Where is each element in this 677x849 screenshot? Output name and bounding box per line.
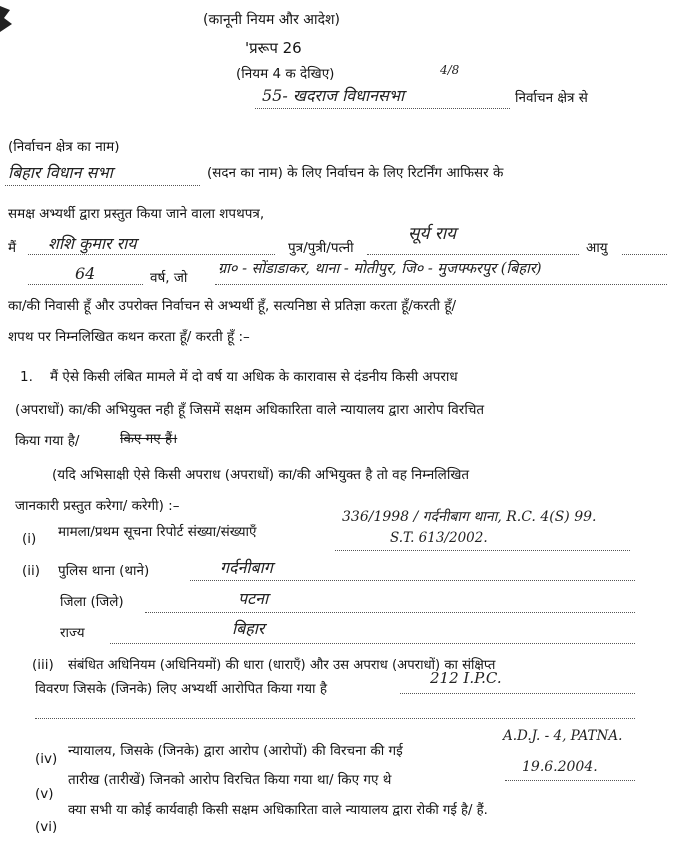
age-label: आयु bbox=[586, 240, 608, 256]
oath-line: शपथ पर निम्नलिखित कथन करता हूँ/ करती हूँ :– bbox=[8, 329, 250, 345]
item-i-number: (i) bbox=[22, 531, 37, 547]
page-mark: 4/8 bbox=[440, 63, 460, 77]
state-label: राज्य bbox=[60, 625, 85, 641]
sections-dotted-line bbox=[400, 693, 635, 694]
affidavit-line: समक्ष अभ्यर्थी द्वारा प्रस्तुत किया जाने वाला शपथपत्र, bbox=[8, 206, 265, 222]
state-dotted-line bbox=[110, 643, 635, 644]
item-1-struck-text: किए गए हैं। bbox=[120, 431, 178, 447]
address-value: ग्रा० - सोंडाडाकर, थाना - मोतीपुर, जि० - मुजफ्फरपुर (बिहार) bbox=[218, 261, 542, 277]
rule-reference: (नियम 4 क देखिए) bbox=[236, 66, 335, 82]
date-framed-value: 19.6.2004. bbox=[522, 759, 598, 775]
sections-value: 212 I.P.C. bbox=[430, 669, 502, 687]
address-dotted-line bbox=[215, 284, 667, 285]
case-number-dotted-line bbox=[335, 550, 630, 551]
constituency-label: (निर्वाचन क्षेत्र का नाम) bbox=[8, 139, 120, 155]
house-suffix: (सदन का नाम) के लिए निर्वाचन के लिए रिटर्निंग आफिसर के bbox=[207, 165, 504, 181]
form-number: 'प्ररूप 26 bbox=[245, 39, 302, 57]
district-label: जिला (जिले) bbox=[60, 594, 124, 610]
item-iii-line-1: संबंधित अधिनियम (अधिनियमों) की धारा (धाराएँ) और उस अपराध (अपराधों) का संक्षिप्त bbox=[68, 658, 496, 673]
item-iv-label: न्यायालय, जिसके (जिनके) द्वारा आरोप (आरोपों) की विरचना की गई bbox=[68, 743, 403, 759]
item-iv-number: (iv) bbox=[35, 751, 58, 767]
main-label: मैं bbox=[8, 240, 17, 256]
item-v-label: तारीख (तारीखें) जिनको आरोप विरचित किया गया था/ किए गए थे bbox=[68, 772, 392, 788]
age-dotted-line bbox=[28, 284, 143, 285]
deponent-name-dotted-line bbox=[28, 254, 275, 255]
item-vi-number: (vi) bbox=[35, 819, 58, 835]
form-legal-heading: (कानूनी नियम और आदेश) bbox=[203, 12, 341, 28]
case-number-value-line-1: 336/1998 / गर्दनीबाग थाना, R.C. 4(S) 99. bbox=[342, 509, 597, 525]
resident-line: का/की निवासी हूँ और उपरोक्त निर्वाचन से अभ्यर्थी हूँ, सत्यनिष्ठा से प्रतिज्ञा करता हूँ/करती हूँ/ bbox=[8, 298, 457, 314]
police-station-dotted-line bbox=[190, 580, 635, 581]
years-resident-label: वर्ष, जो bbox=[150, 270, 188, 286]
district-dotted-line bbox=[145, 612, 635, 613]
house-dotted-line bbox=[5, 185, 200, 186]
constituency-suffix: निर्वाचन क्षेत्र से bbox=[515, 90, 588, 106]
item-1-number: 1. bbox=[20, 369, 33, 385]
constituency-dotted-line bbox=[255, 108, 510, 109]
conditional-line-1: (यदि अभिसाक्षी ऐसे किसी अपराध (अपराधों) का/की अभियुक्त है तो वह निम्नलिखित bbox=[52, 467, 470, 483]
item-ii-number: (ii) bbox=[22, 563, 41, 579]
item-i-label: मामला/प्रथम सूचना रिपोर्ट संख्या/संख्याएँ bbox=[58, 524, 257, 540]
police-station-value: गर्दनीबाग bbox=[220, 558, 273, 577]
state-value: बिहार bbox=[232, 619, 265, 638]
age-dotted-line-end bbox=[622, 254, 667, 255]
item-iii-line-2: विवरण जिसके (जिनके) लिए अभ्यर्थी आरोपित किया गया है bbox=[35, 681, 327, 697]
age-value: 64 bbox=[75, 264, 96, 283]
deponent-name-value: शशि कुमार राय bbox=[48, 234, 137, 253]
district-value: पटना bbox=[238, 589, 269, 608]
item-1-line-2: (अपराधों) का/की अभियुक्त नही हूँ जिसमें सक्षम अधिकारिता वाले न्यायालय द्वारा आरोप विरचित bbox=[15, 402, 485, 418]
item-v-number: (v) bbox=[35, 786, 54, 802]
item-1-line-3: किया गया है/ bbox=[15, 433, 80, 449]
relation-label: पुत्र/पुत्री/पत्नी bbox=[288, 240, 354, 256]
house-name-value: बिहार विधान सभा bbox=[8, 163, 113, 182]
case-number-value-line-2: S.T. 613/2002. bbox=[390, 530, 488, 546]
father-name-dotted-line bbox=[367, 254, 579, 255]
item-iii-number: (iii) bbox=[32, 657, 54, 673]
item-1-line-1: मैं ऐसे किसी लंबित मामले में दो वर्ष या अधिक के कारावास से दंडनीय किसी अपराध bbox=[50, 369, 458, 385]
item-vi-label: क्या सभी या कोई कार्यवाही किसी सक्षम अधिकारिता वाले न्यायालय द्वारा रोकी गई है/ हैं. bbox=[68, 803, 488, 818]
sections-extra-dotted-line bbox=[35, 718, 635, 719]
date-framed-dotted-line bbox=[505, 780, 635, 781]
father-name-value: सूर्य राय bbox=[408, 224, 456, 244]
conditional-line-2: जानकारी प्रस्तुत करेगा/ करेगी) :– bbox=[15, 498, 180, 514]
item-ii-label: पुलिस थाना (थाने) bbox=[58, 563, 150, 579]
court-value: A.D.J. - 4, PATNA. bbox=[503, 728, 623, 744]
constituency-name-value: 55- खदराज विधानसभा bbox=[262, 86, 405, 105]
punch-mark-icon bbox=[0, 0, 18, 36]
